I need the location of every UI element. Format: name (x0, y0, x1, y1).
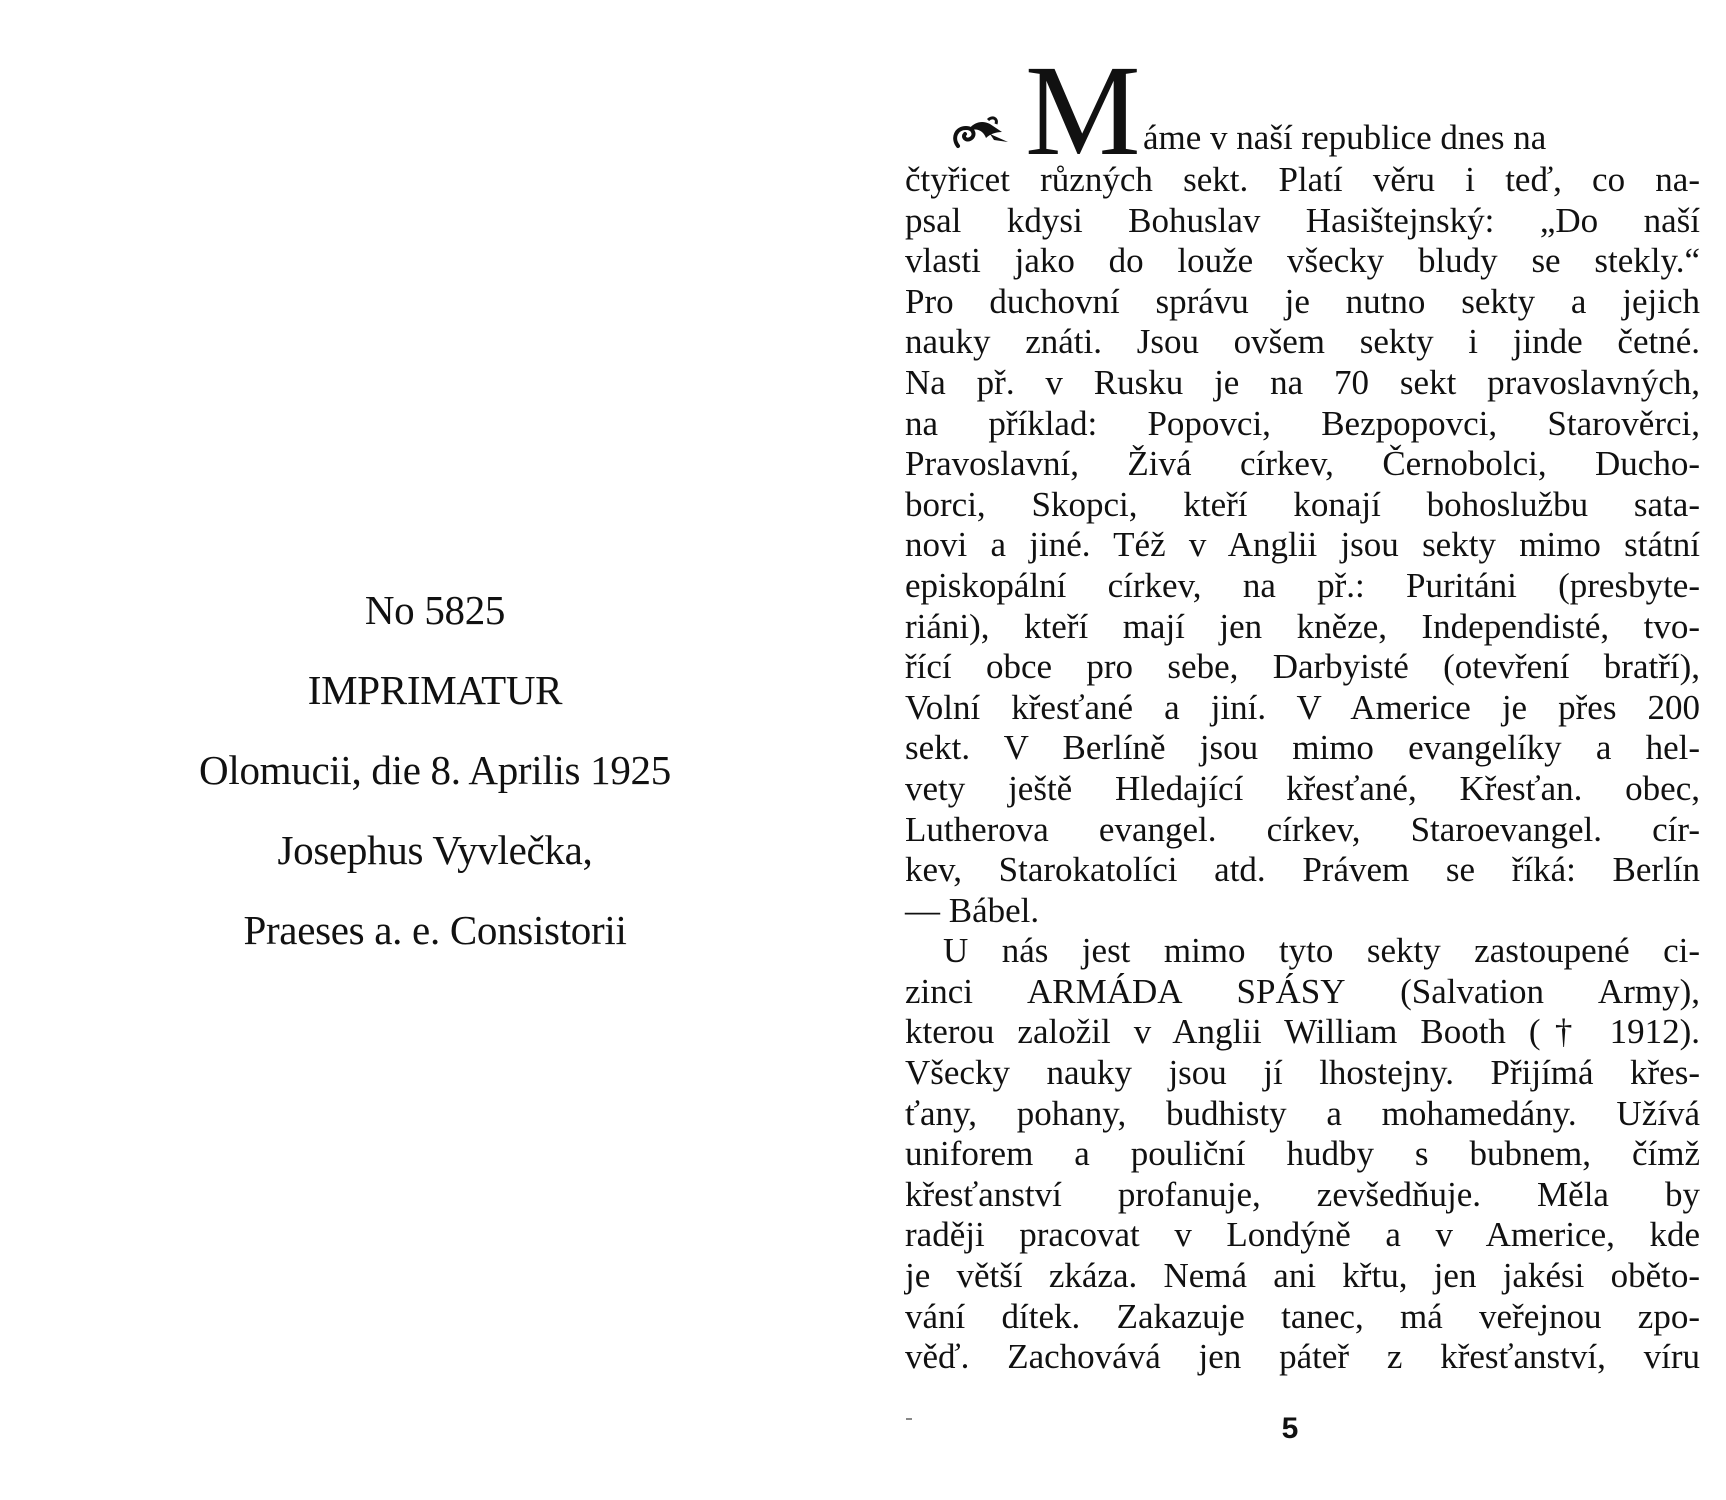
right-page (860, 0, 1726, 1500)
text-line: uniforem a pouliční hudby s bubnem, čímž (905, 1134, 1700, 1174)
signatory-name: Josephus Vyvlečka, (277, 827, 593, 873)
text-line: U nás jest mimo tyto sekty zastoupené ci- (943, 931, 1700, 971)
text-line: psal kdysi Bohuslav Hasištejnský: „Do naší (905, 200, 1700, 240)
text-line: Volní křesťané a jiní. V Americe je přes 200 (905, 687, 1700, 727)
text-line: borci, Skopci, kteří konají bohoslužbu sata- (905, 484, 1700, 524)
text-line: nauky znáti. Jsou ovšem sekty i jinde četné. (905, 322, 1700, 362)
print-speck (906, 1418, 912, 1420)
paragraph-2 (905, 931, 1700, 1378)
imprimatur-heading: IMPRIMATUR (307, 667, 563, 713)
text-line: riáni), kteří mají jen kněze, Independisté, tvo- (905, 606, 1700, 646)
left-page (0, 0, 860, 1500)
text-line: Lutherova evangel. církev, Staroevangel. cír- (905, 809, 1700, 849)
text-line: řící obce pro sebe, Darbyisté (otevření bratří), (905, 647, 1700, 687)
text-line: na příklad: Popovci, Bezpopovci, Starověrci, (905, 403, 1700, 443)
text-line: Na př. v Rusku je na 70 sekt pravoslavných, (905, 362, 1700, 402)
fleuron-icon (950, 112, 1012, 154)
text-column (905, 39, 1700, 1378)
text-line: episkopální církev, na př.: Puritáni (presbyte- (905, 565, 1700, 605)
text-line: — Bábel. (905, 890, 1040, 930)
text-line: křesťanství profanuje, zevšedňuje. Měla by (905, 1174, 1700, 1214)
drop-cap: M (1025, 39, 1141, 183)
text-line: Pravoslavní, Živá církev, Černobolci, Ducho- (905, 444, 1700, 484)
text-line: sekt. V Berlíně jsou mimo evangelíky a hel- (905, 728, 1700, 768)
text-line: zinci ARMÁDA SPÁSY (Salvation Army), (905, 971, 1700, 1011)
text-line: čtyřicet různých sekt. Platí věru i teď, co na- (905, 160, 1700, 199)
signatory-title: Praeses a. e. Consistorii (243, 907, 627, 953)
text-line: raději pracovat v Londýně a v Americe, kde (905, 1215, 1700, 1255)
text-line: kterou založil v Anglii William Booth († 1912). (905, 1012, 1700, 1052)
text-line: vety ještě Hledající křesťané, Křesťan. obec, (905, 768, 1700, 808)
text-line: Všecky nauky jsou jí lhostejny. Přijímá křes- (905, 1053, 1700, 1093)
page-number: 5 (1281, 1412, 1299, 1445)
text-line: vání dítek. Zakazuje tanec, má veřejnou zpo- (905, 1296, 1700, 1336)
text-line: vlasti jako do louže všecky bludy se stekly.“ (905, 241, 1700, 281)
text-line: ťany, pohany, budhisty a mohamedány. Užívá (905, 1093, 1700, 1133)
text-line: novi a jiné. Též v Anglii jsou sekty mimo státní (905, 525, 1700, 565)
text-line: kev, Starokatolíci atd. Právem se říká: Berlín (905, 850, 1700, 890)
text-line: věď. Zachovává jen páteř z křesťanství, víru (905, 1337, 1700, 1377)
text-line: je větší zkáza. Nemá ani křtu, jen jakési oběto- (905, 1256, 1700, 1296)
place-date: Olomucii, die 8. Aprilis 1925 (199, 747, 671, 793)
text-line: Pro duchovní správu je nutno sekty a jejich (905, 281, 1700, 321)
paragraph-1 (905, 160, 1700, 931)
imprimatur-block (120, 570, 750, 970)
license-number: No 5825 (364, 587, 506, 633)
first-line: áme v naší republice dnes na (1143, 118, 1547, 157)
